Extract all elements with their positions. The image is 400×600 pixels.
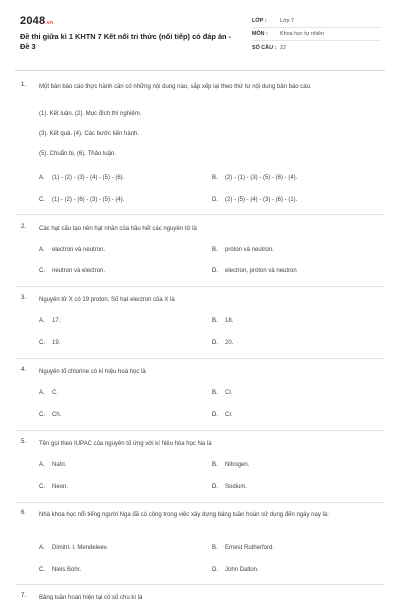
answer-option-c[interactable] (39, 484, 68, 490)
answer-text: Sodium. (225, 484, 248, 490)
site-logo[interactable] (20, 15, 53, 27)
question-number: 5. (21, 439, 27, 445)
answer-option-a[interactable] (39, 390, 58, 396)
question-text: Tên gọi theo IUPAC của nguyên tố ứng với kí hiệu hóa học Na là (39, 441, 212, 447)
question-number: 6. (21, 510, 27, 516)
answer-text: Cr. (225, 412, 233, 418)
answer-option-c[interactable] (39, 412, 61, 418)
answer-letter: A. (39, 462, 45, 468)
answer-letter: B. (212, 545, 218, 551)
answer-text: Neon. (52, 484, 69, 490)
answer-option-b[interactable] (212, 545, 274, 551)
answer-option-c[interactable] (39, 567, 81, 573)
answer-option-c[interactable] (39, 340, 60, 346)
answer-text: electron, proton và neutron (225, 268, 297, 274)
answer-text: proton và neutron. (225, 247, 274, 253)
question-number: 4. (21, 367, 27, 373)
answer-text: John Dalton. (225, 567, 259, 573)
exam-info-table (252, 15, 380, 54)
answer-option-a[interactable] (39, 545, 108, 551)
question-separator (15, 502, 385, 503)
answer-letter: B. (212, 247, 218, 253)
logo-main: 2048 (20, 15, 46, 27)
answer-option-a[interactable] (39, 462, 66, 468)
answer-letter: B. (212, 175, 218, 181)
answer-option-d[interactable] (212, 340, 233, 346)
info-value: Lớp 7 (280, 18, 295, 24)
answer-option-a[interactable] (39, 175, 124, 181)
answer-text: Nitrogen. (225, 462, 250, 468)
question-separator (15, 286, 385, 287)
answer-letter: B. (212, 318, 218, 324)
question-text: Nhà khoa học nổi tiếng người Nga đã có công trong việc xây dựng bảng tuần hoàn sử dụng đến ngày nay là: (39, 512, 329, 518)
answer-text: 20. (225, 340, 234, 346)
answer-text: Cl. (225, 390, 233, 396)
answer-option-d[interactable] (212, 197, 297, 203)
question-text: Nguyên tử X có 19 proton. Số hạt electron của X là (39, 297, 175, 303)
answer-letter: D. (212, 412, 218, 418)
answer-letter: D. (212, 268, 218, 274)
answer-option-c[interactable] (39, 268, 105, 274)
answer-text: neutron và electron. (52, 268, 106, 274)
question-statement: (1). Kết luận. (2). Mục đích thí nghiệm. (39, 111, 142, 117)
info-row-subject (252, 28, 380, 41)
answer-option-b[interactable] (212, 175, 297, 181)
answer-letter: C. (39, 340, 45, 346)
answer-text: 17. (52, 318, 61, 324)
answer-letter: C. (39, 268, 45, 274)
answer-text: 18. (225, 318, 234, 324)
answer-option-b[interactable] (212, 247, 274, 253)
answer-option-a[interactable] (39, 247, 105, 253)
question-separator (15, 430, 385, 431)
answer-letter: A. (39, 175, 45, 181)
answer-text: electron và neutron. (52, 247, 106, 253)
info-row-count (252, 41, 380, 54)
answer-letter: A. (39, 318, 45, 324)
answer-letter: B. (212, 462, 218, 468)
answer-option-d[interactable] (212, 412, 233, 418)
answer-option-b[interactable] (212, 462, 249, 468)
question-text: Bảng tuần hoàn hiện tại có số chu kì là (39, 595, 143, 600)
logo-suffix: .vn (45, 20, 54, 26)
question-separator (15, 584, 385, 585)
answer-text: (1) - (2) - (3) - (4) - (5) - (6). (52, 175, 125, 181)
question-text: Một bản báo cáo thực hành cần có những nội dung nào, sắp xếp lại theo thứ tự nội dung bản báo cáo. (39, 84, 312, 90)
answer-text: (1) - (2) - (6) - (3) - (5) - (4). (52, 197, 125, 203)
answer-option-a[interactable] (39, 318, 60, 324)
question-statement: (3). Kết quả. (4). Các bước tiến hành. (39, 131, 139, 137)
answer-letter: C. (39, 197, 45, 203)
answer-text: Dimitri. I. Mendeleev. (52, 545, 108, 551)
answer-letter: C. (39, 567, 45, 573)
question-separator (15, 214, 385, 215)
question-number: 1. (21, 82, 27, 88)
answer-letter: A. (39, 545, 45, 551)
answer-letter: A. (39, 390, 45, 396)
question-number: 2. (21, 224, 27, 230)
header-divider (15, 70, 385, 71)
question-text: Các hạt cấu tạo nên hạt nhân của hầu hết các nguyên tử là (39, 226, 197, 232)
answer-text: 19. (52, 340, 61, 346)
info-value: Khoa học tự nhiên (280, 31, 325, 37)
answer-letter: A. (39, 247, 45, 253)
exam-title: Đề thi giữa kì 1 KHTN 7 Kết nối tri thức (nối tiếp) có đáp án - Đề 3 (20, 32, 232, 51)
answer-text: C. (52, 390, 58, 396)
answer-option-d[interactable] (212, 484, 247, 490)
info-label: MÔN : (252, 31, 268, 37)
answer-text: (2) - (5) - (4) - (3) - (6) - (1). (225, 197, 298, 203)
answer-letter: D. (212, 567, 218, 573)
answer-text: Ernest Rutherford. (225, 545, 275, 551)
question-statement: (5). Chuẩn bị. (6). Thảo luận. (39, 151, 116, 157)
answer-text: Niels Bohr. (52, 567, 82, 573)
answer-letter: D. (212, 484, 218, 490)
info-value: 22 (280, 44, 286, 51)
answer-option-d[interactable] (212, 567, 259, 573)
question-separator (15, 358, 385, 359)
question-text: Nguyên tố chlorine có kí hiệu hoá học là (39, 369, 146, 375)
info-row-class (252, 15, 380, 28)
answer-text: Ch. (52, 412, 62, 418)
answer-letter: D. (212, 340, 218, 346)
answer-option-b[interactable] (212, 318, 233, 324)
answer-option-c[interactable] (39, 197, 124, 203)
answer-letter: D. (212, 197, 218, 203)
question-number: 7. (21, 593, 27, 599)
info-label: LỚP : (252, 18, 267, 24)
info-label: SỐ CÂU : (252, 44, 277, 51)
answer-option-b[interactable] (212, 390, 232, 396)
answer-letter: C. (39, 412, 45, 418)
page-header (0, 0, 400, 68)
answer-text: Natri. (52, 462, 67, 468)
answer-letter: C. (39, 484, 45, 490)
answer-option-d[interactable] (212, 268, 297, 274)
question-number: 3. (21, 295, 27, 301)
answer-letter: B. (212, 390, 218, 396)
answer-text: (2) - (1) - (3) - (5) - (6) - (4). (225, 175, 298, 181)
